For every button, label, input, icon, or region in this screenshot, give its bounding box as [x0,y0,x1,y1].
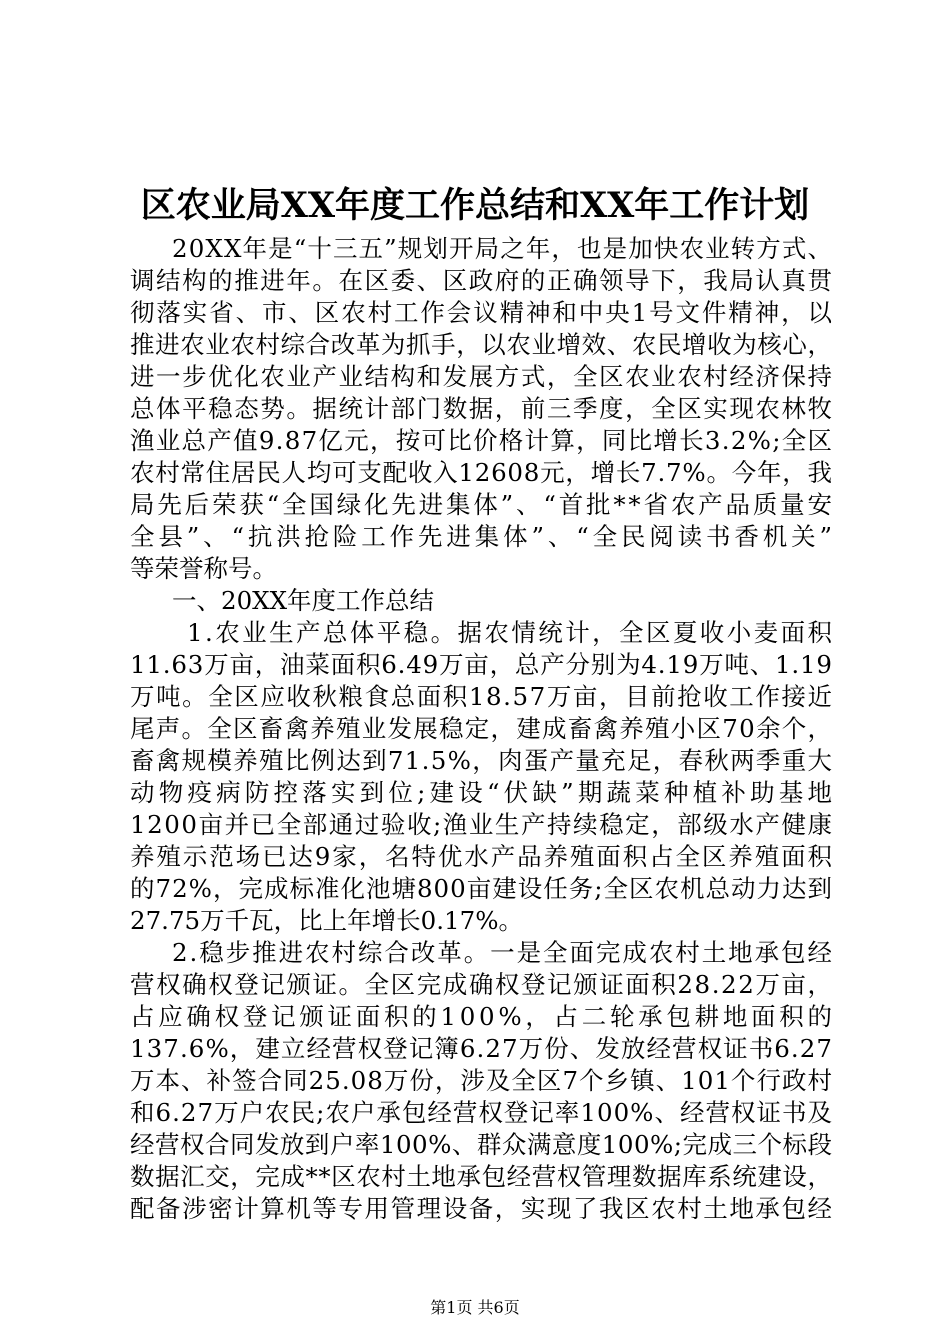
body-line: 营权确权登记颁证。全区完成确权登记颁证面积28.22万亩， [130,970,834,999]
body-line: 20XX年是“十三五”规划开局之年，也是加快农业转方式、 [172,234,834,263]
body-line: 经营权合同发放到户率100%、群众满意度100%;完成三个标段 [130,1130,833,1159]
body-line: 和6.27万户农民;农户承包经营权登记率100%、经营权证书及 [130,1098,833,1127]
body-line: 渔业总产值9.87亿元，按可比价格计算，同比增长3.2%;全区 [130,426,834,455]
body-line: 动物疫病防控落实到位;建设“伏缺”期蔬菜种植补助基地 [130,778,837,807]
body-line: 137.6%，建立经营权登记簿6.27万份、发放经营权证书6.27 [130,1034,834,1063]
body-line: 11.63万亩，油菜面积6.49万亩，总产分别为4.19万吨、1.19 [130,650,833,679]
body-line: 数据汇交，完成**区农村土地承包经营权管理数据库系统建设， [130,1162,833,1191]
document-title: 区农业局XX年度工作总结和XX年工作计划 [140,185,810,226]
body-line: 1200亩并已全部通过验收;渔业生产持续稳定，部级水产健康 [130,810,834,839]
body-line: 万本、补签合同25.08万份，涉及全区7个乡镇、101个行政村 [130,1066,834,1095]
body-line: 局先后荣获“全国绿化先进集体”、“首批**省农产品质量安 [130,490,835,519]
body-line: 的72%，完成标准化池塘800亩建设任务;全区农机总动力达到 [130,874,833,903]
page-footer: 第1页 共6页 [430,1298,520,1317]
body-line: 27.75万千瓦，比上年增长0.17%。 [130,906,523,935]
body-line: 占应确权登记颁证面积的100%，占二轮承包耕地面积的 [130,1002,836,1031]
body-line: 1.农业生产总体平稳。据农情统计，全区夏收小麦面积 [187,618,835,647]
body-line: 进一步优化农业产业结构和发展方式，全区农业农村经济保持 [130,362,834,391]
body-line: 一、20XX年度工作总结 [172,586,435,615]
body-line: 配备涉密计算机等专用管理设备，实现了我区农村土地承包经 [130,1194,834,1223]
body-line: 万吨。全区应收秋粮食总面积18.57万亩，目前抢收工作接近 [130,682,834,711]
body-line: 养殖示范场已达9家，名特优水产品养殖面积占全区养殖面积 [130,842,834,871]
body-line: 等荣誉称号。 [130,554,277,583]
body-line: 全县”、“抗洪抢险工作先进集体”、“全民阅读书香机关” [130,522,836,551]
body-line: 总体平稳态势。据统计部门数据，前三季度，全区实现农林牧 [130,394,834,423]
body-line: 推进农业农村综合改革为抓手，以农业增效、农民增收为核心， [130,330,833,359]
body-line: 尾声。全区畜禽养殖业发展稳定，建成畜禽养殖小区70余个， [130,714,834,743]
body-line: 2.稳步推进农村综合改革。一是全面完成农村土地承包经 [172,938,834,967]
body-line: 农村常住居民人均可支配收入12608元，增长7.7%。今年，我 [130,458,833,487]
body-line: 彻落实省、市、区农村工作会议精神和中央1号文件精神，以 [130,298,834,327]
body-line: 调结构的推进年。在区委、区政府的正确领导下，我局认真贯 [130,266,834,295]
body-line: 畜禽规模养殖比例达到71.5%，肉蛋产量充足，春秋两季重大 [130,746,834,775]
